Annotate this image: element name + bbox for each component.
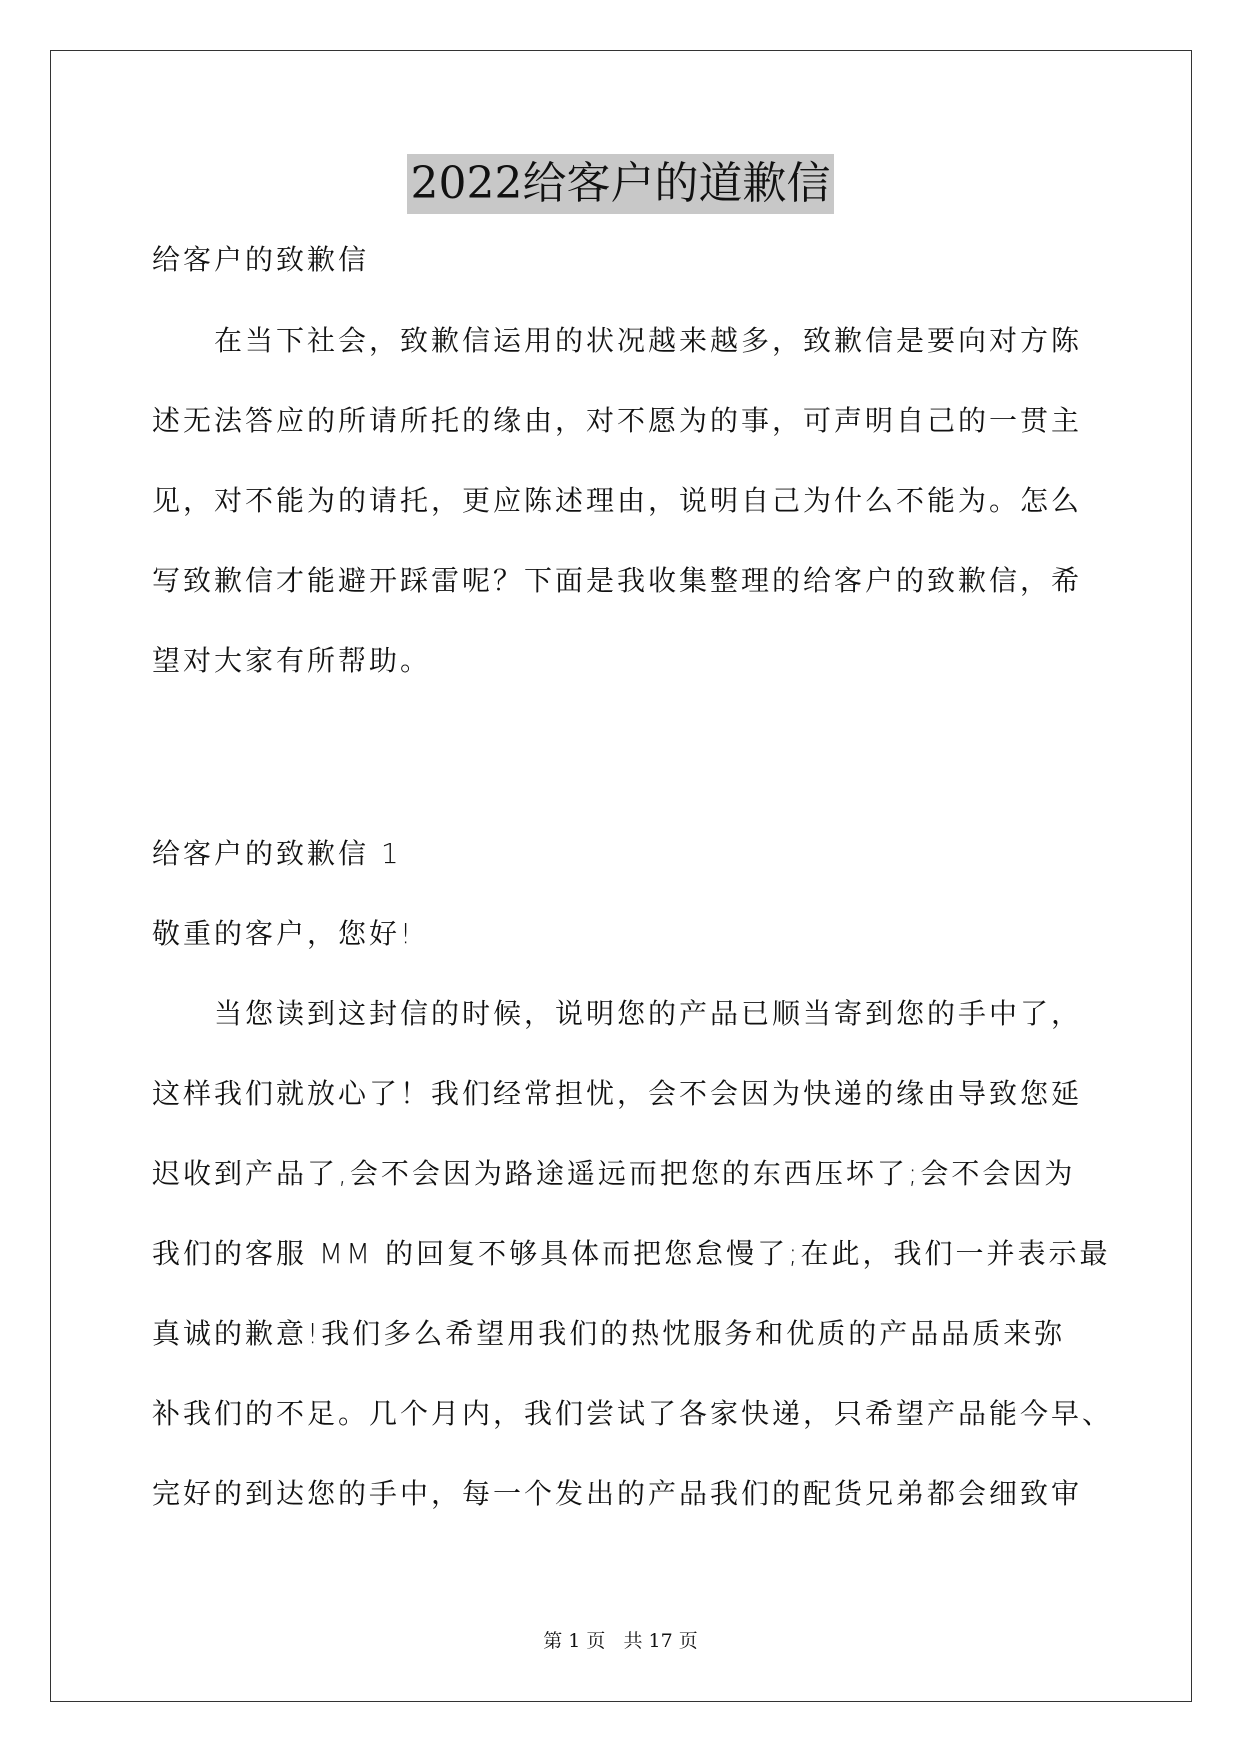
paragraph-line: 真诚的歉意!我们多么希望用我们的热忱服务和优质的产品品质来弥 [152, 1317, 1066, 1350]
page-border [50, 50, 1192, 1702]
page-footer [0, 1628, 1241, 1654]
title-wrap [0, 154, 1241, 214]
salutation: 敬重的客户，您好! [152, 917, 415, 950]
paragraph-line: 述无法答应的所请所托的缘由，对不愿为的事，可声明自己的一贯主 [152, 404, 1083, 437]
page-total: 共 17 页 [623, 1630, 698, 1652]
paragraph-line: 写致歉信才能避开踩雷呢？下面是我收集整理的给客户的致歉信，希 [152, 564, 1083, 597]
paragraph-line: 迟收到产品了,会不会因为路途遥远而把您的东西压坏了;会不会因为 [152, 1157, 1076, 1190]
document-title: 2022给客户的道歉信 [407, 154, 835, 214]
paragraph-line: 望对大家有所帮助。 [152, 644, 432, 677]
paragraph-line: 见，对不能为的请托，更应陈述理由，说明自己为什么不能为。怎么 [152, 484, 1083, 517]
paragraph-line: 给客户的致歉信 [152, 243, 370, 276]
page-number: 第 1 页 [543, 1630, 606, 1652]
paragraph-line: 补我们的不足。几个月内，我们尝试了各家快递，只希望产品能今早、 [152, 1397, 1114, 1430]
section-heading: 给客户的致歉信 1 [152, 837, 402, 870]
paragraph-line: 我们的客服 MM 的回复不够具体而把您怠慢了;在此，我们一并表示最 [152, 1237, 1111, 1270]
paragraph-line: 在当下社会，致歉信运用的状况越来越多，致歉信是要向对方陈 [152, 324, 1083, 357]
paragraph-line: 当您读到这封信的时候，说明您的产品已顺当寄到您的手中了， [152, 997, 1083, 1030]
paragraph-line: 这样我们就放心了！我们经常担忧，会不会因为快递的缘由导致您延 [152, 1077, 1083, 1110]
paragraph-line: 完好的到达您的手中，每一个发出的产品我们的配货兄弟都会细致审 [152, 1477, 1083, 1510]
